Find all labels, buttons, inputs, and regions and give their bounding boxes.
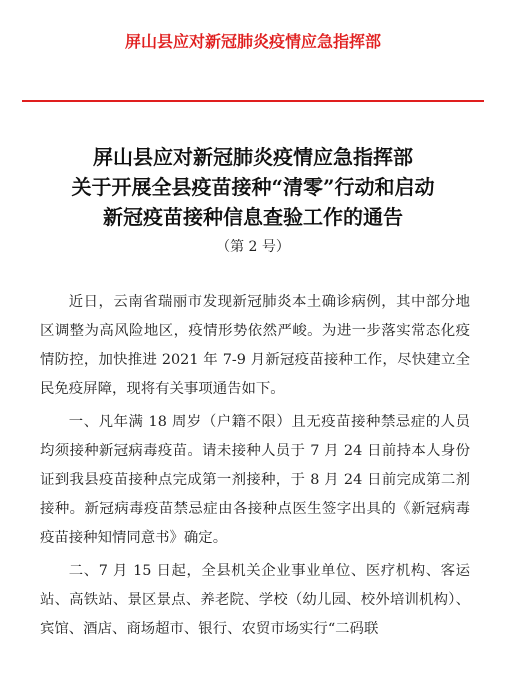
- notice-title: [0, 142, 506, 232]
- title-line-3: 新冠疫苗接种信息查验工作的通告: [103, 205, 403, 229]
- red-masthead: 屏山县应对新冠肺炎疫情应急指挥部: [124, 32, 381, 51]
- title-line-2: 关于开展全县疫苗接种“清零”行动和启动: [71, 175, 435, 199]
- paragraph-item-2: 二、7 月 15 日起，全县机关企业事业单位、医疗机构、客运站、高铁站、景区景点、养老院、学校（幼儿园、校外培训机构）、宾馆、酒店、商场超市、银行、农贸市场实行“二码联: [40, 563, 470, 637]
- paragraph-item-1: 一、凡年满 18 周岁（户籍不限）且无疫苗接种禁忌症的人员均须接种新冠病毒疫苗。请未接种人员于 7 月 24 日前持本人身份证到我县疫苗接种点完成第一剂接种，于 8 月 24 日前完成第二剂接种。新冠病毒疫苗禁忌症由各接种点医生签字出具的《新冠病毒疫苗接种知情同意书》确定。: [40, 414, 470, 546]
- notice-body: [40, 288, 470, 648]
- title-line-1: 屏山县应对新冠肺炎疫情应急指挥部: [93, 145, 413, 169]
- red-divider-rule: [22, 100, 484, 102]
- document-number: （第 2 号）: [216, 239, 290, 255]
- paragraph-intro: 近日，云南省瑞丽市发现新冠肺炎本土确诊病例，其中部分地区调整为高风险地区，疫情形势依然严峻。为进一步落实常态化疫情防控，加快推进 2021 年 7-9 月新冠疫苗接种工作，尽快建立全民免疫屏障，现将有关事项通告如下。: [40, 294, 470, 397]
